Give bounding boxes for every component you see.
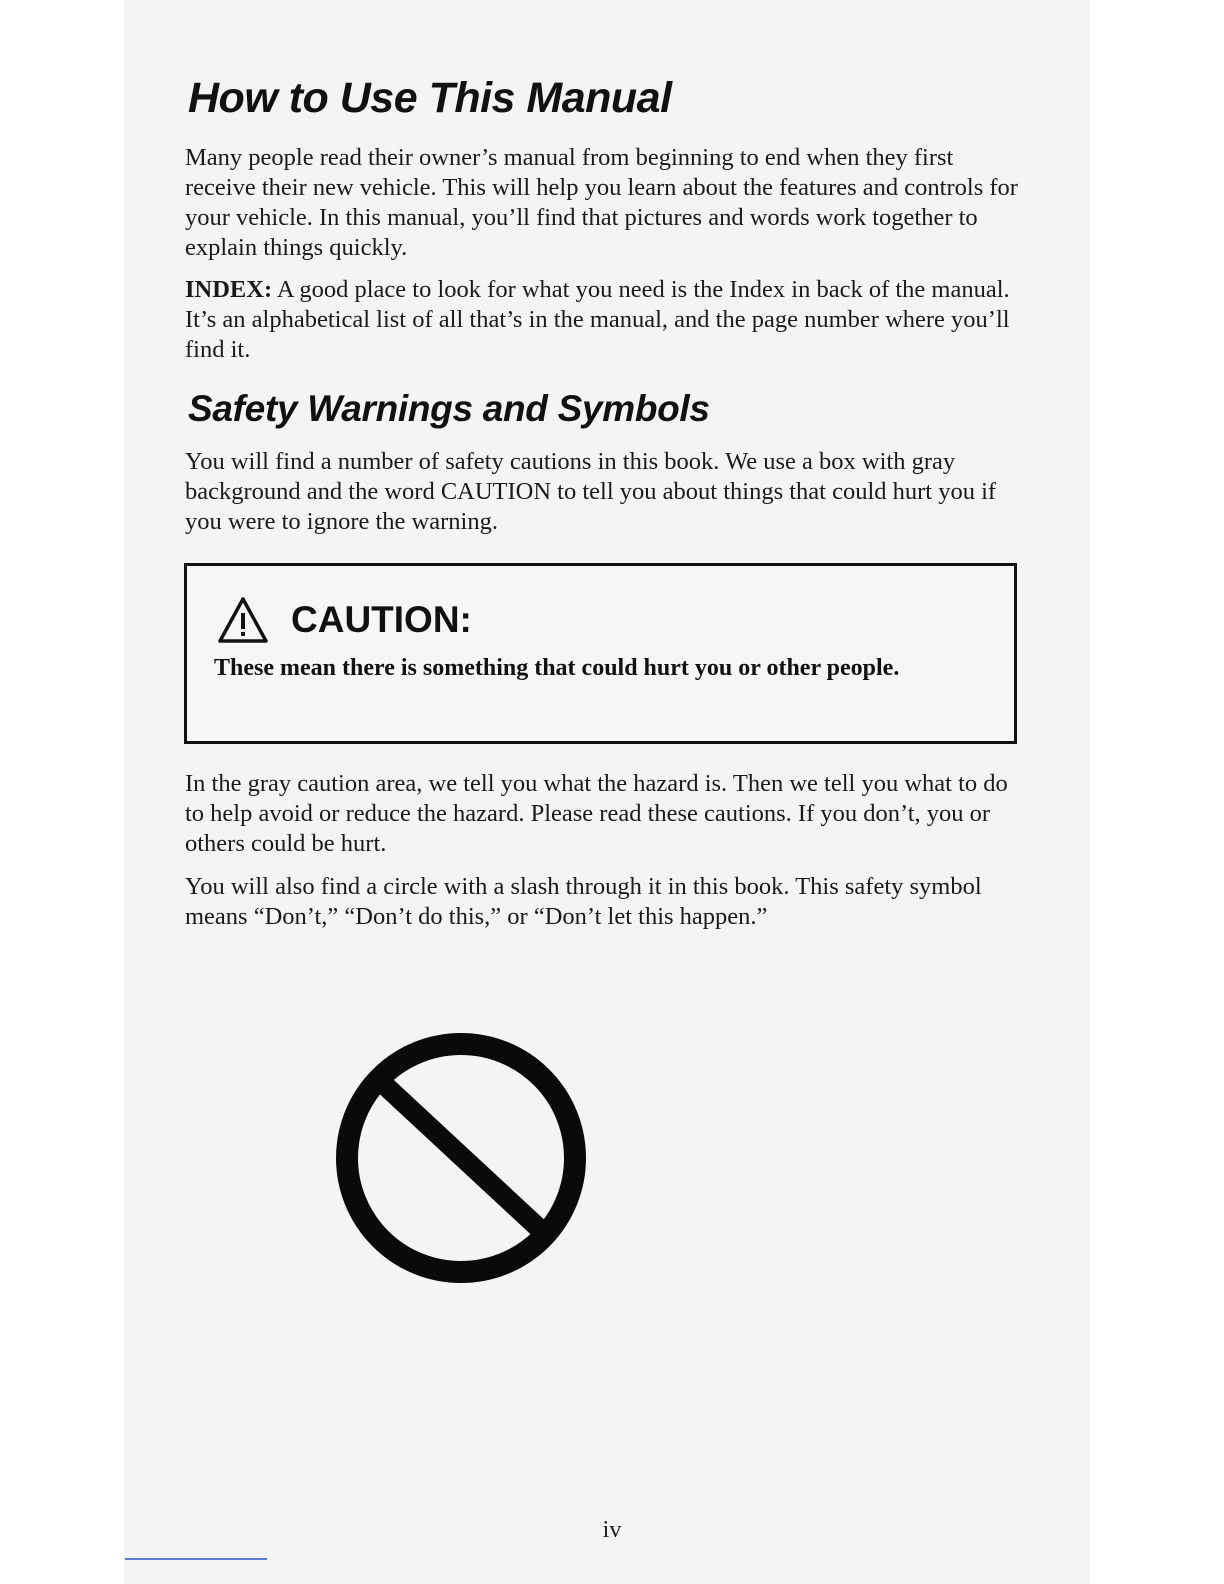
safety-paragraph: You will find a number of safety cautions in this book. We use a box with gray background and the word CAUTION to tell you about things that could hurt you if you were to ignore the warning. <box>185 448 997 535</box>
caution-title: CAUTION: <box>291 599 472 640</box>
bottom-rule <box>125 1558 267 1560</box>
safety-heading: Safety Warnings and Symbols <box>188 388 710 429</box>
symbol-paragraph: You will also find a circle with a slash through it in this book. This safety symbol means “Don’t,” “Don’t do this,” or “Don’t let this happen.” <box>185 873 982 930</box>
page-number: iv <box>602 1517 622 1543</box>
index-label: INDEX: <box>185 276 273 303</box>
caution-box <box>184 563 1017 744</box>
caution-text: These mean there is something that could hurt you or other people. <box>214 655 900 681</box>
hazard-paragraph: In the gray caution area, we tell you what the hazard is. Then we tell you what to do to help avoid or reduce the hazard. Please read these cautions. If you don’t, you or others could be hurt. <box>185 770 1008 857</box>
caution-header <box>217 596 472 644</box>
no-symbol-icon <box>331 1030 591 1286</box>
page-title: How to Use This Manual <box>188 74 672 122</box>
index-paragraph <box>185 275 1025 365</box>
intro-paragraph: Many people read their owner’s manual from beginning to end when they first receive their new vehicle. This will help you learn about the features and controls for your vehicle. In this manual, you’ll find that pictures and words work together to explain things quickly. <box>185 144 1018 261</box>
index-text: A good place to look for what you need is the Index in back of the manual. It’s an alphabetical list of all that’s in the manual, and the page number where you’ll find it. <box>185 276 1010 363</box>
warning-triangle-icon <box>217 596 269 644</box>
